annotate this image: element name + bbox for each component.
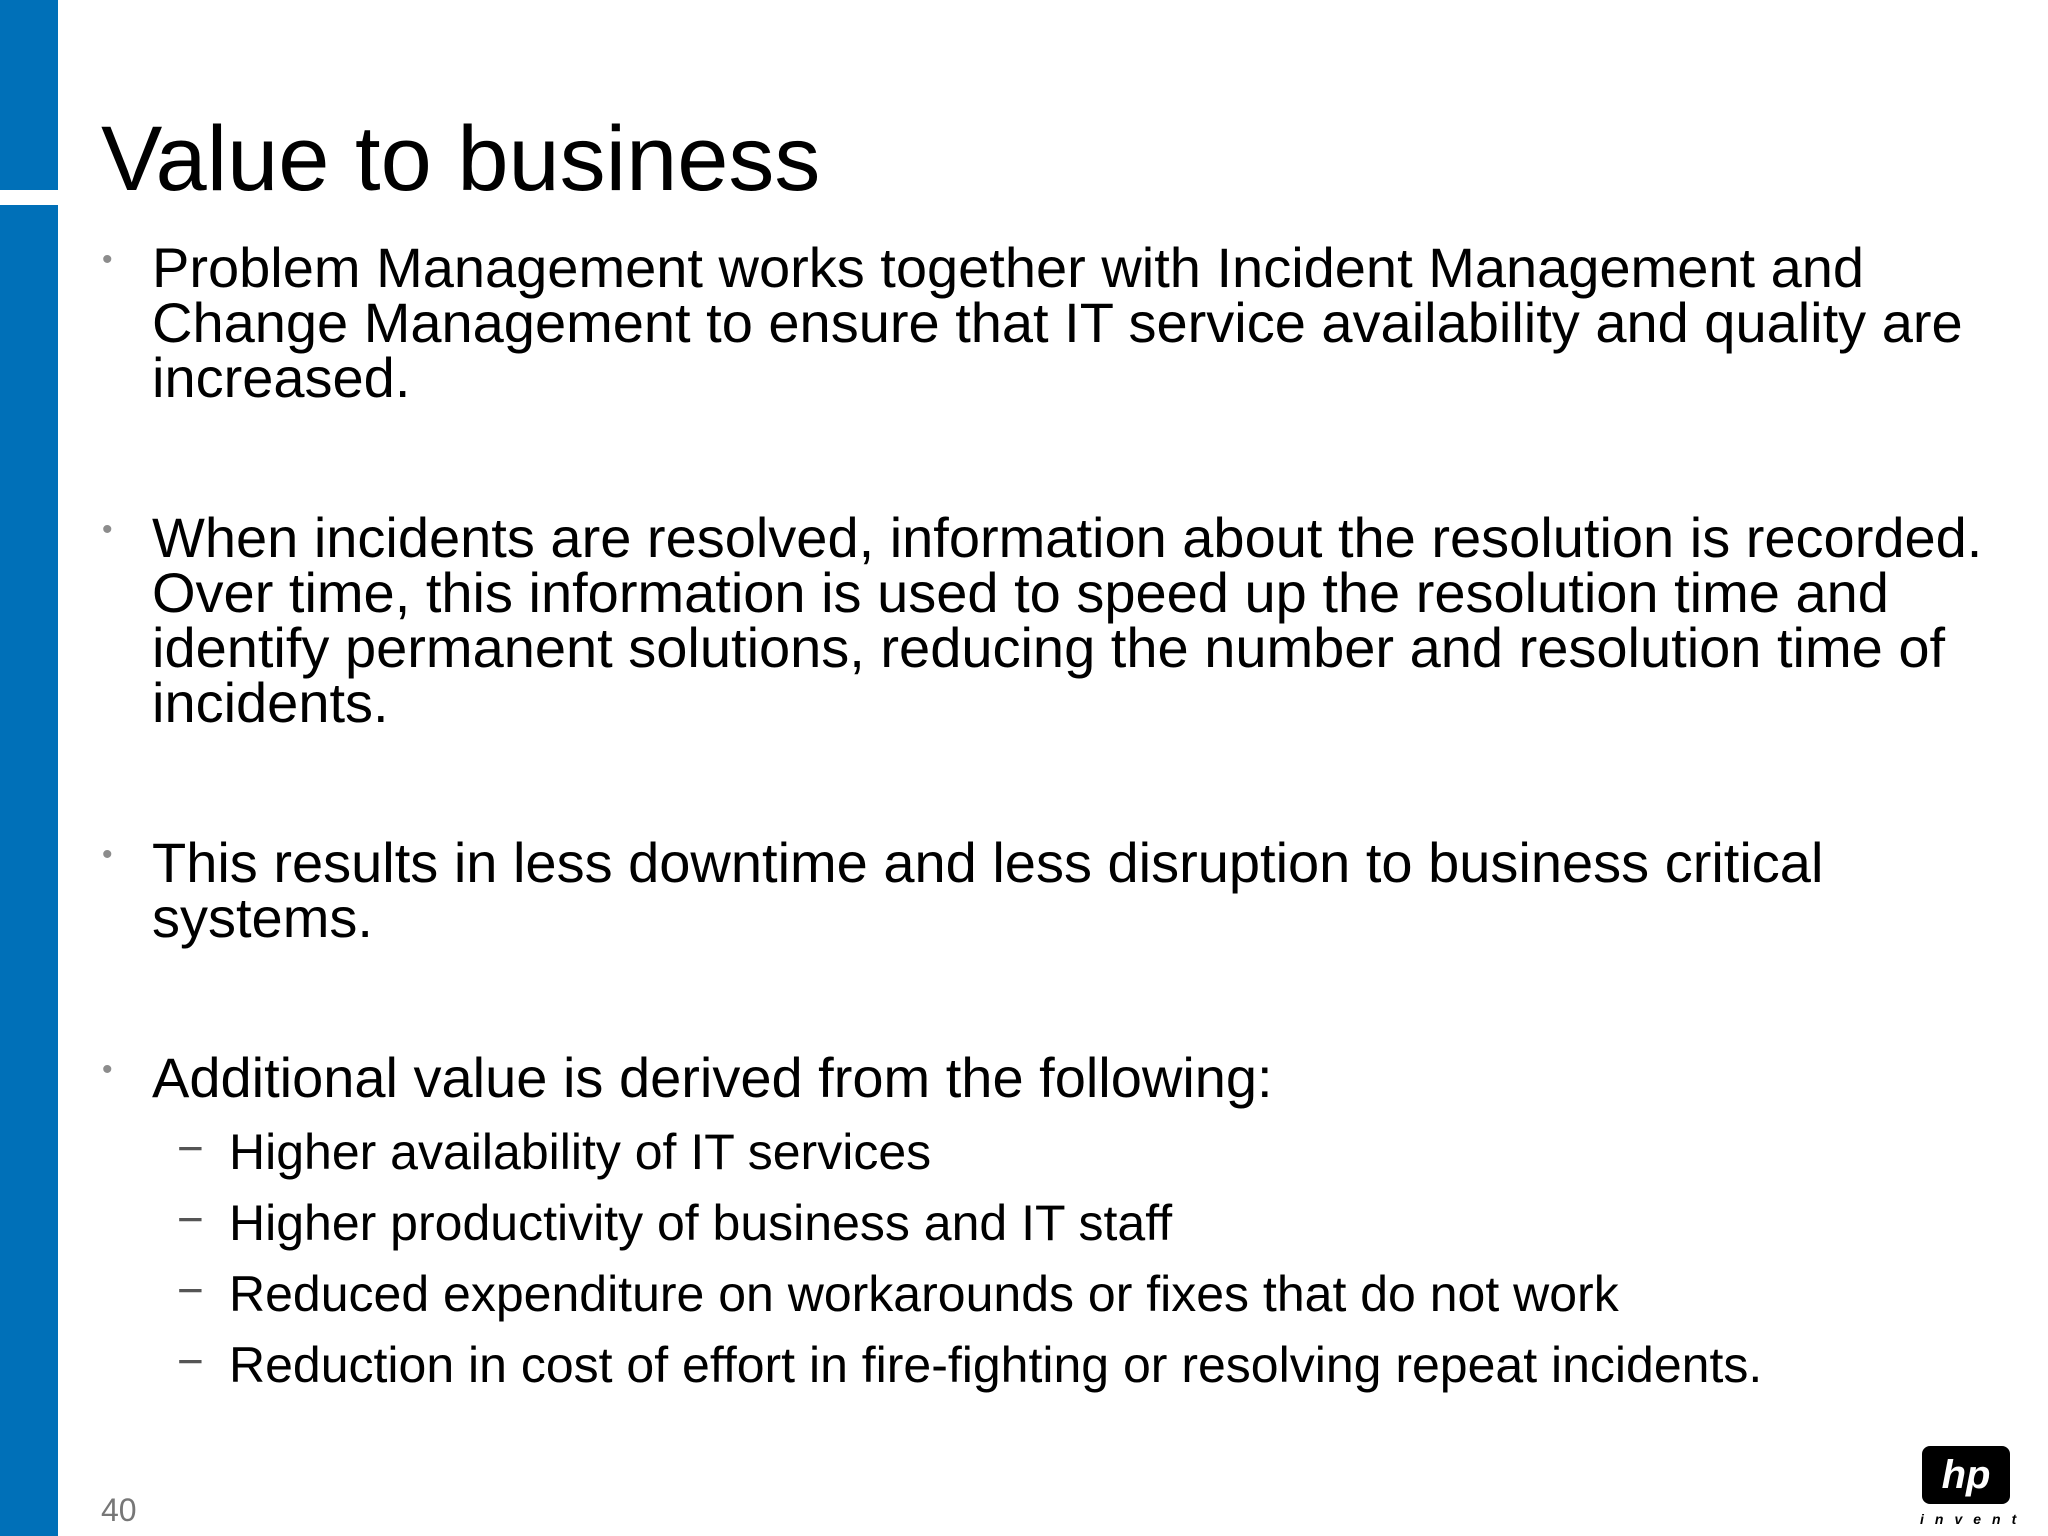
sub-bullet-text: Reduced expenditure on workarounds or fixes that do not work (229, 1266, 1619, 1322)
dash-icon: − (177, 1264, 204, 1316)
bullet-text: Problem Management works together with Incident Management and Change Management to ensure that IT service availability and quality are increased. (152, 236, 1963, 409)
bullet-text: This results in less downtime and less disruption to business critical systems. (152, 831, 1824, 949)
dash-icon: − (177, 1335, 204, 1387)
sub-bullet-text: Reduction in cost of effort in fire-fighting or resolving repeat incidents. (229, 1337, 1763, 1393)
bullet-item (102, 1046, 2012, 1393)
sub-bullet-item (177, 1193, 2012, 1251)
bullet-spacer (152, 730, 2012, 835)
sub-bullet-item (177, 1122, 2012, 1180)
bullet-text: Additional value is derived from the following: (152, 1046, 1273, 1109)
hp-wordmark: invent (1920, 1511, 2028, 1527)
bullet-icon: • (102, 243, 113, 276)
bullet-spacer (152, 405, 2012, 510)
dash-icon: − (177, 1193, 204, 1245)
sub-bullet-item (177, 1264, 2012, 1322)
hp-logo-icon (1920, 1444, 2028, 1527)
sub-bullet-text: Higher productivity of business and IT staff (229, 1195, 1173, 1251)
page-number: 40 (101, 1492, 137, 1528)
bullet-icon: • (102, 513, 113, 546)
bullet-item (102, 831, 2012, 949)
bullet-icon: • (102, 838, 113, 871)
sub-bullet-list (152, 1122, 2012, 1393)
slide-title: Value to business (101, 108, 821, 210)
dash-icon: − (177, 1122, 204, 1174)
bullet-text: When incidents are resolved, information about the resolution is recorded. Over time, this information is used to speed up the resolution time and identify permanent solutions, reducing the number and resolution time of incidents. (152, 506, 1983, 734)
bullet-item (102, 236, 2012, 409)
bullet-item (102, 506, 2012, 734)
hp-logo-mark (1920, 1444, 2012, 1506)
sub-bullet-text: Higher availability of IT services (229, 1124, 932, 1180)
hp-logo-text: hp (1941, 1453, 1991, 1497)
bullet-list (102, 236, 2012, 1409)
bullet-spacer (152, 945, 2012, 1050)
accent-bar-bottom (0, 205, 58, 1536)
sub-bullet-item (177, 1335, 2012, 1393)
accent-bar-top (0, 0, 58, 190)
bullet-icon: • (102, 1053, 113, 1086)
